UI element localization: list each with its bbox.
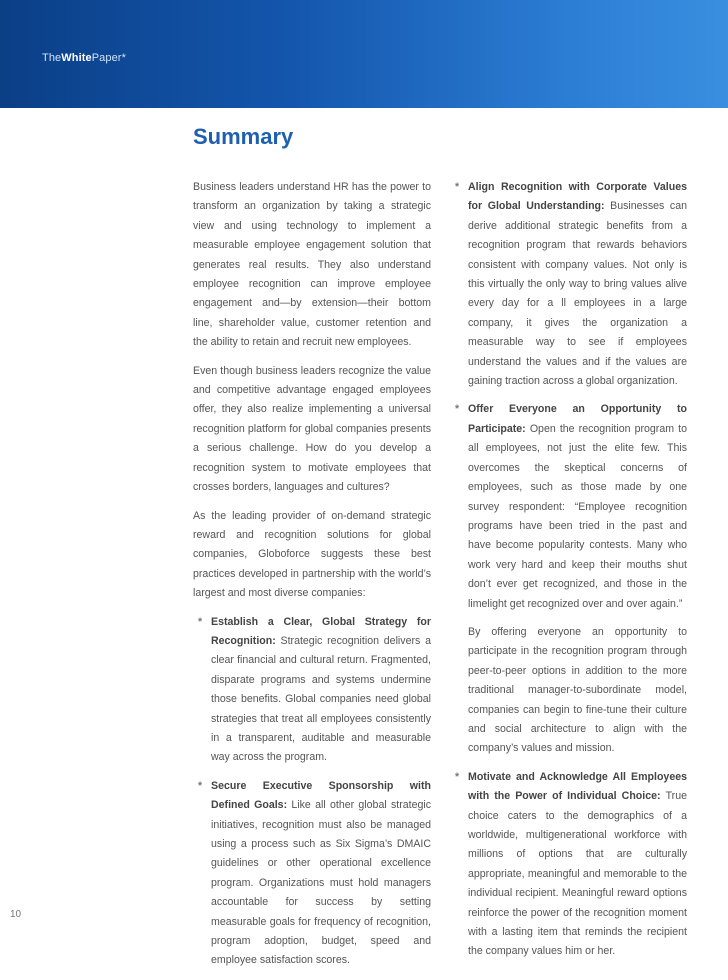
bullet-star-icon: *	[198, 779, 203, 792]
bullet-text: Open the recognition program to all employees, not just the elite few. This overcomes the skeptical concerns of employees, such as those made by one survey respondent: “Employee recognition programs have been tried in the past and have become popularity contests. Many who work very hard and keep their mouths shut don’t ever get recognized, and those in the limelight get recognized over and over again.”	[468, 422, 687, 610]
bullet-heading: Establish a Clear, Global Strategy for Recognition:	[211, 615, 431, 647]
page-title: Summary	[193, 124, 294, 149]
bullet-text: Businesses can derive additional strategic benefits from a recognition program that rewards behaviors consistent with company values. Not only is this virtually the only way to bring values alive every day for a ll employees in a large company, it gives the organization a measurable way to see if employees understand the values and if the values are gaining traction across a global organization.	[468, 200, 688, 388]
bullet-participation	[455, 400, 687, 613]
bullet-star-icon: *	[455, 770, 460, 783]
header-banner	[0, 0, 728, 108]
bullet-global-strategy	[198, 613, 431, 768]
paragraph-intro: Business leaders understand HR has the power to transform an organization by taking a strategic view and using technology to implement a measurable employee engagement solution that generates real results. They also understand employee recognition can improve employee engagement and—by extension—their bottom line, shareholder value, customer retention and the ability to retain and recruit new employees.	[193, 181, 431, 349]
bullet-heading: Offer Everyone an Opportunity to Participate:	[468, 403, 687, 435]
paragraph-challenge: Even though business leaders recognize the value and competitive advantage engaged employees offer, they also realize implementing a universal recognition platform for global companies presents a serious challenge. How do you develop a recognition system to motivate employees that crosses borders, languages and cultures?	[193, 364, 431, 494]
bullet-heading: Secure Executive Sponsorship with Defined Goals:	[211, 779, 431, 812]
bullet-individual-choice	[455, 768, 687, 962]
page-number: 10	[10, 909, 22, 920]
bullet-text: True choice caters to the demographics of a worldwide, multigenerational workforce with millions of options that are culturally appropriate, meaningful and memorable to the individual recipient. Meaningful reward options reinforce the power of the recognition moment with a lasting item that reminds the recipient the company values him or her.	[468, 790, 687, 958]
right-column	[455, 178, 687, 971]
participation-continuation: By offering everyone an opportunity to participate in the recognition program through peer-to-peer options in addition to the more traditional manager-to-subordinate model, companies can begin to fine-tune their culture and social architecture to align with the company’s values and mission.	[468, 625, 687, 755]
bullet-text: Strategic recognition delivers a clear financial and cultural return. Fragmented, disparate programs and systems undermine those benefits. Global companies need global strategies that treat all employees consistently in a transparent, auditable and measurable way across the program.	[211, 634, 431, 764]
paragraph-best-practices: As the leading provider of on-demand strategic reward and recognition solutions for global companies, Globoforce suggests these best practices developed in partnership with the world’s largest and most diverse companies:	[193, 509, 431, 600]
bullet-star-icon: *	[455, 403, 460, 416]
bullet-heading: Align Recognition with Corporate Values for Global Understanding:	[468, 181, 687, 213]
left-column	[193, 178, 431, 980]
bullet-star-icon: *	[455, 181, 460, 193]
bullet-corporate-values	[455, 178, 687, 391]
bullet-heading: Motivate and Acknowledge All Employees with the Power of Individual Choice:	[468, 770, 687, 803]
bullet-star-icon: *	[198, 615, 203, 628]
bullet-text: Like all other global strategic initiatives, recognition must also be managed using a process such as Six Sigma’s DMAIC guidelines or other operational excellence program. Organizations must hold managers accountable for success by setting measurable goals for frequency of recognition, program adoption, budget, speed and employee satisfaction scores.	[211, 799, 432, 967]
brand-logo: TheWhitePaper*	[42, 52, 126, 64]
